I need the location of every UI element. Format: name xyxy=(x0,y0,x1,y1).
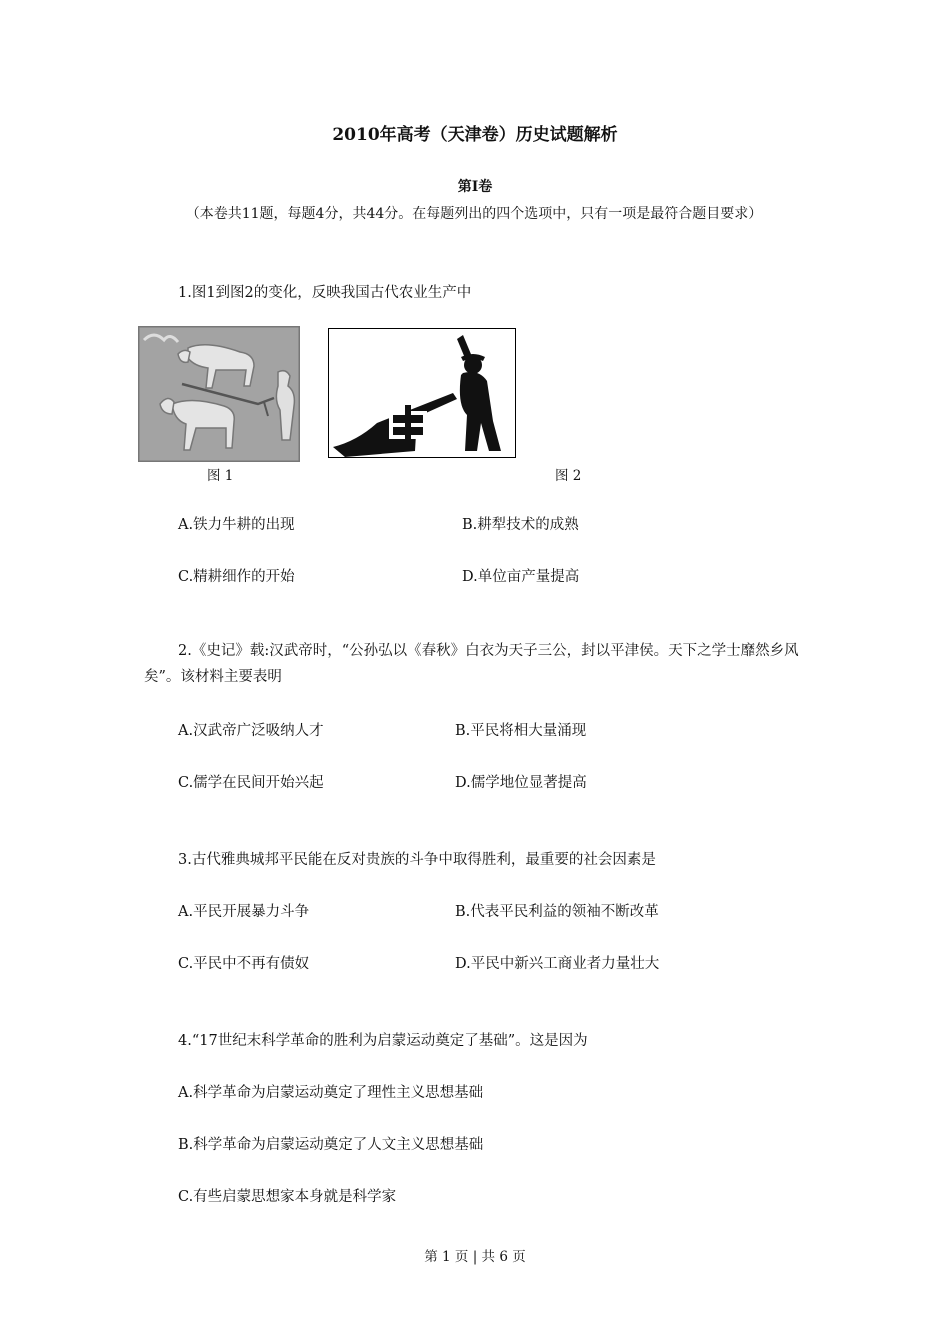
figure-2-caption: 图 2 xyxy=(555,468,582,484)
page-footer: 第 1 页 | 共 6 页 xyxy=(424,1249,526,1265)
q3-option-b: B.代表平民利益的领袖不断改革 xyxy=(455,904,659,920)
section-heading: 第Ⅰ卷 xyxy=(457,179,493,195)
q3-option-a: A.平民开展暴力斗争 xyxy=(178,904,310,920)
document-title: 2010年高考（天津卷）历史试题解析 xyxy=(332,125,618,145)
q2-option-d: D.儒学地位显著提高 xyxy=(455,775,587,791)
q1-option-a: A.铁力牛耕的出现 xyxy=(178,517,295,533)
q2-option-b: B.平民将相大量涌现 xyxy=(455,723,587,739)
figure-2-plough-silhouette-image xyxy=(328,328,516,458)
question-2-stem: 2.《史记》载:汉武帝时，“公孙弘以《春秋》白衣为天子三公，封以平津侯。天下之学士靡然乡风矣”。该材料主要表明 xyxy=(144,643,799,685)
question-1-stem: 1.图1到图2的变化，反映我国古代农业生产中 xyxy=(178,285,472,301)
section-instructions: （本卷共11题，每题4分，共44分。在每题列出的四个选项中，只有一项是最符合题目要求） xyxy=(185,206,763,222)
figure-1-stone-relief-image xyxy=(138,326,300,462)
question-4-stem: 4.“17世纪末科学革命的胜利为启蒙运动奠定了基础”。这是因为 xyxy=(178,1033,588,1049)
question-3-stem: 3.古代雅典城邦平民能在反对贵族的斗争中取得胜利，最重要的社会因素是 xyxy=(178,852,656,868)
q1-option-c: C.精耕细作的开始 xyxy=(178,569,295,585)
figure-1-caption: 图 1 xyxy=(207,468,234,484)
q1-option-b: B.耕犁技术的成熟 xyxy=(462,517,579,533)
q2-option-c: C.儒学在民间开始兴起 xyxy=(178,775,324,791)
q4-option-b: B.科学革命为启蒙运动奠定了人文主义思想基础 xyxy=(178,1137,484,1153)
q3-option-d: D.平民中新兴工商业者力量壮大 xyxy=(455,956,660,972)
q3-option-c: C.平民中不再有债奴 xyxy=(178,956,310,972)
q4-option-c: C.有些启蒙思想家本身就是科学家 xyxy=(178,1189,397,1205)
q1-option-d: D.单位亩产量提高 xyxy=(462,569,580,585)
q2-option-a: A.汉武帝广泛吸纳人才 xyxy=(178,723,324,739)
q4-option-a: A.科学革命为启蒙运动奠定了理性主义思想基础 xyxy=(178,1085,484,1101)
